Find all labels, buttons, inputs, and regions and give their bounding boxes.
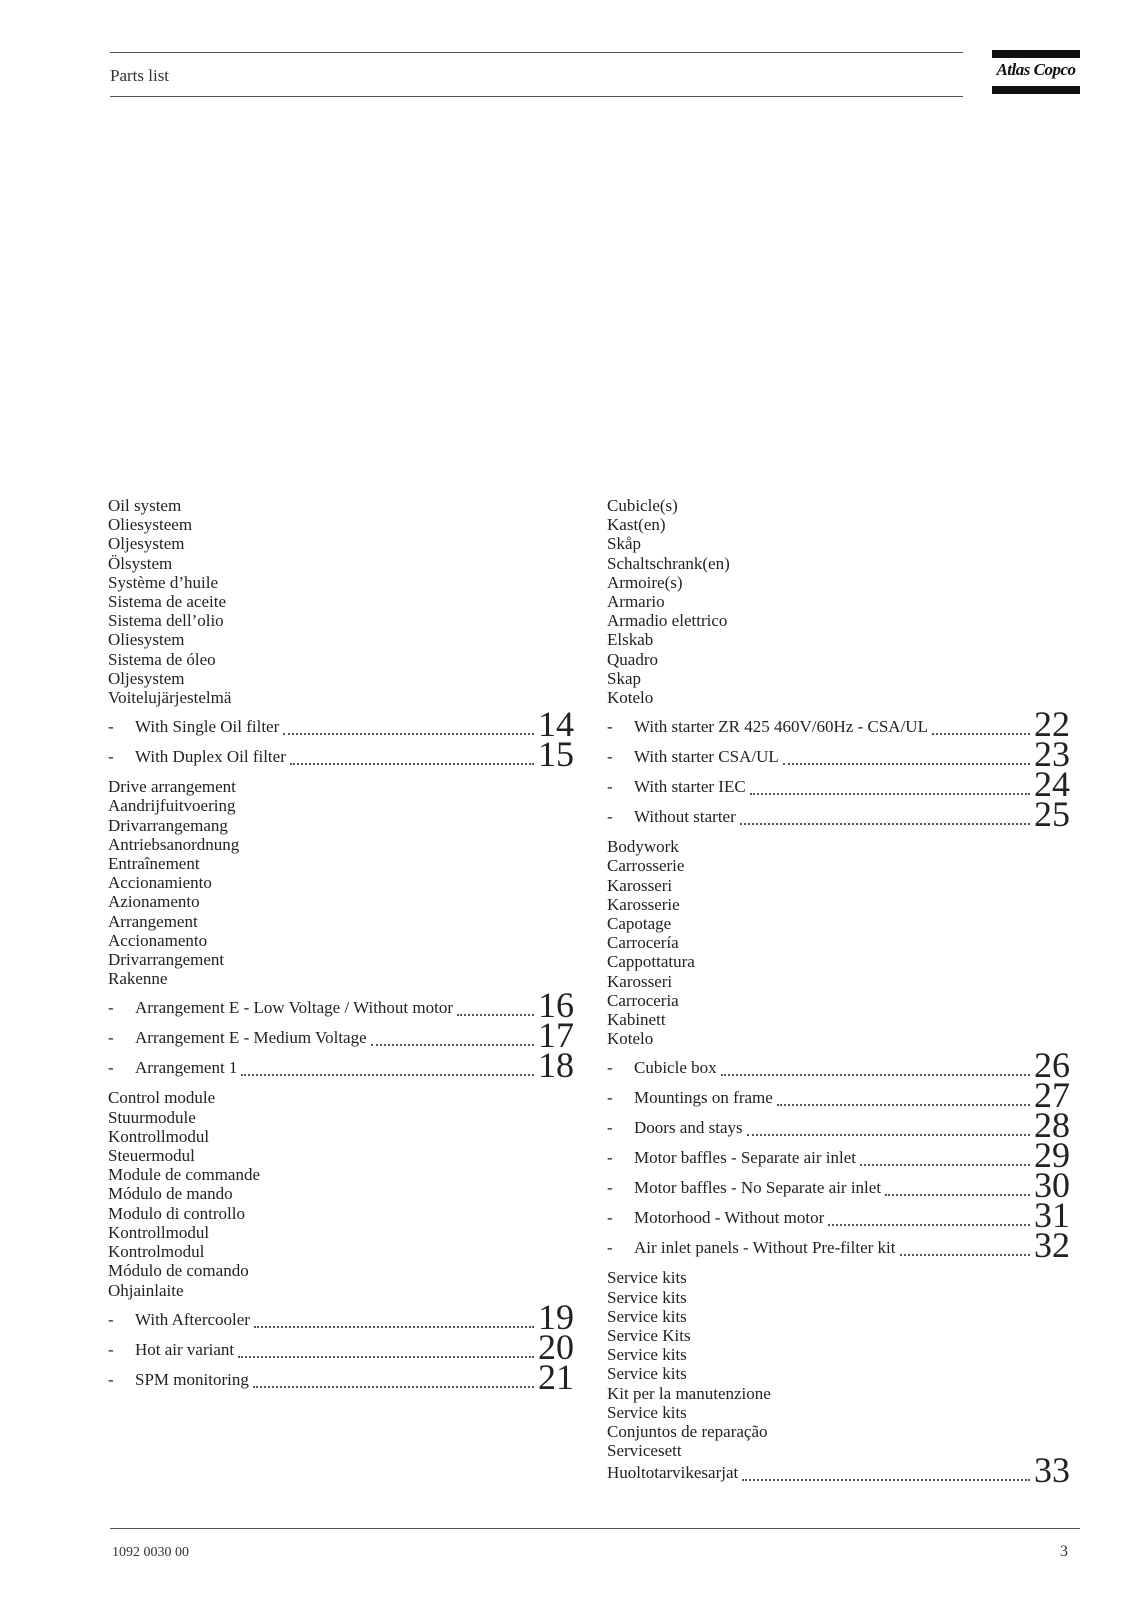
toc-entry[interactable] <box>607 1195 1072 1236</box>
section-title-translation: Service kits <box>607 1306 687 1326</box>
page-number: 3 <box>1060 1543 1068 1560</box>
entry-label: Air inlet panels - Without Pre-filter kit <box>634 1238 896 1258</box>
section-title-translation: Service kits <box>607 1345 687 1365</box>
entry-dash: - <box>607 1088 613 1108</box>
section-title-translation: Service Kits <box>607 1326 691 1346</box>
toc-entry[interactable] <box>108 704 576 745</box>
document-number: 1092 0030 00 <box>112 1545 189 1560</box>
section-title-translation: Karosserie <box>607 894 680 914</box>
section-title-translation: Oliesysteem <box>108 515 193 535</box>
section-title-translation: Stuurmodule <box>108 1107 196 1127</box>
entry-page-number: 24 <box>1034 764 1070 805</box>
entry-page-number: 28 <box>1034 1105 1070 1146</box>
toc-entry[interactable] <box>607 764 1072 805</box>
dot-leader <box>740 811 1030 825</box>
section-title-block <box>108 777 576 988</box>
section-group <box>607 837 1072 1266</box>
dot-leader <box>457 1002 534 1016</box>
toc-entry[interactable] <box>607 1105 1072 1146</box>
entry-page-number: 25 <box>1034 794 1070 835</box>
section-title-translation: Module de commande <box>108 1165 261 1185</box>
entry-label: Without starter <box>634 807 736 827</box>
entry-page-number: 15 <box>538 734 574 775</box>
section-title-translation: Oljesystem <box>108 534 185 554</box>
entry-label: Motor baffles - Separate air inlet <box>634 1148 857 1168</box>
section-title-translation: Kontrollmodul <box>108 1222 210 1242</box>
entry-dash: - <box>108 717 114 737</box>
dot-leader <box>253 1374 534 1388</box>
section-title-translation: Capotage <box>607 914 672 934</box>
entry-label: With starter CSA/UL <box>634 747 779 767</box>
dot-leader <box>885 1182 1030 1196</box>
entry-list <box>607 704 1072 835</box>
section-title-translation: Service kits <box>607 1364 687 1384</box>
entry-label: With Duplex Oil filter <box>135 747 286 767</box>
entry-page-number: 27 <box>1034 1075 1070 1116</box>
entry-list <box>108 704 576 775</box>
section-title-translation: Service kits <box>607 1268 687 1288</box>
entry-page-number: 21 <box>538 1356 574 1397</box>
section-title-translation: Service kits <box>607 1287 687 1307</box>
dot-leader <box>777 1092 1030 1106</box>
entry-dash: - <box>607 717 613 737</box>
section-title-translation: Karosseri <box>607 875 673 895</box>
entry-page-number: 17 <box>538 1015 574 1056</box>
section-title-translation: Voitelujärjestelmä <box>108 688 232 708</box>
section-title-translation: Skap <box>607 668 641 688</box>
entry-label: Arrangement E - Medium Voltage <box>135 1028 367 1048</box>
section-title-translation: Módulo de comando <box>108 1261 249 1281</box>
entry-dash: - <box>607 1148 613 1168</box>
entry-label: Huoltotarvikesarjat <box>607 1462 739 1482</box>
section-title-translation: Accionamiento <box>108 873 212 893</box>
section-group <box>108 496 576 775</box>
entry-dash: - <box>607 1178 613 1198</box>
footer-rule <box>110 1528 1080 1529</box>
dot-leader <box>747 1122 1030 1136</box>
entry-label: With starter ZR 425 460V/60Hz - CSA/UL <box>634 717 928 737</box>
right-column <box>607 496 1072 1490</box>
toc-entry[interactable] <box>108 1045 576 1086</box>
entry-page-number: 29 <box>1034 1135 1070 1176</box>
entry-dash: - <box>607 1118 613 1138</box>
entry-label: SPM monitoring <box>135 1369 249 1389</box>
section-title-translation: Service kits <box>607 1402 687 1422</box>
page-title: Parts list <box>110 66 170 85</box>
section-title-translation: Entraînement <box>108 854 200 874</box>
section-title-translation: Aandrijfuitvoering <box>108 796 236 816</box>
section-title-translation: Servicesett <box>607 1441 682 1461</box>
entry-label: Doors and stays <box>634 1118 743 1138</box>
entry-list <box>108 1296 576 1397</box>
dot-leader <box>860 1152 1030 1166</box>
toc-entry[interactable] <box>108 734 576 775</box>
section-title-translation: Rakenne <box>108 969 168 989</box>
dot-leader <box>750 781 1030 795</box>
dot-leader <box>290 751 534 765</box>
toc-entry[interactable] <box>607 1135 1072 1176</box>
entry-dash: - <box>108 1028 114 1048</box>
entry-list <box>607 1045 1072 1266</box>
section-title-translation: Kast(en) <box>607 515 666 535</box>
section-title-translation: Karosseri <box>607 971 673 991</box>
section-title-translation: Accionamento <box>108 930 208 950</box>
entry-page-number: 14 <box>538 704 574 745</box>
entry-list <box>108 985 576 1086</box>
entry-page-number: 19 <box>538 1296 574 1337</box>
entry-dash: - <box>607 747 613 767</box>
section-title-translation: Ohjainlaite <box>108 1280 184 1300</box>
section-title-translation: Armoire(s) <box>607 572 683 592</box>
entry-label: With Aftercooler <box>135 1309 250 1329</box>
dot-leader <box>900 1242 1031 1256</box>
logo-bar-bottom <box>992 86 1080 94</box>
section-title-translation: Control module <box>108 1088 216 1108</box>
section-title-translation: Carroceria <box>607 990 679 1010</box>
section-title-translation: Kotelo <box>607 688 654 708</box>
section-title-translation: Bodywork <box>607 837 679 857</box>
section-title-block <box>108 496 576 707</box>
entry-label: Motorhood - Without motor <box>634 1208 825 1228</box>
entry-dash: - <box>108 747 114 767</box>
section-group <box>108 777 576 1086</box>
section-title-translation: Elskab <box>607 630 654 650</box>
entry-dash: - <box>607 777 613 797</box>
section-title-translation: Ölsystem <box>108 553 173 573</box>
entry-page-number: 32 <box>1034 1225 1070 1266</box>
entry-label: Arrangement E - Low Voltage / Without motor <box>135 998 454 1018</box>
dot-leader <box>828 1212 1030 1226</box>
section-group <box>607 1268 1072 1490</box>
header-rule-bottom <box>110 96 963 97</box>
section-title-translation: Drivarrangement <box>108 950 225 970</box>
header-rule-top <box>110 52 963 53</box>
section-title-translation: Steuermodul <box>108 1146 195 1166</box>
toc-entry[interactable] <box>108 1296 576 1337</box>
section-title-translation: Armario <box>607 592 665 612</box>
entry-page-number: 22 <box>1034 704 1070 745</box>
atlas-copco-logo <box>992 50 1080 94</box>
section-title-translation: Système d’huile <box>108 572 219 592</box>
dot-leader <box>783 751 1030 765</box>
section-title-translation: Carrosserie <box>607 856 685 876</box>
entry-dash: - <box>607 1058 613 1078</box>
section-title-translation: Oil system <box>108 496 182 515</box>
toc-entry[interactable] <box>607 1225 1072 1266</box>
toc-entry[interactable] <box>108 1015 576 1056</box>
entry-page-number: 20 <box>538 1326 574 1367</box>
section-title-translation: Armadio elettrico <box>607 611 728 631</box>
section-title-block <box>108 1088 576 1299</box>
toc-entry[interactable] <box>607 1045 1072 1086</box>
dot-leader <box>742 1467 1030 1481</box>
dot-leader <box>721 1062 1030 1076</box>
entry-dash: - <box>607 807 613 827</box>
entry-page-number: 33 <box>1034 1449 1070 1490</box>
section-group <box>607 496 1072 835</box>
entry-page-number: 30 <box>1034 1165 1070 1206</box>
section-title-translation: Sistema dell’olio <box>108 611 224 631</box>
section-title-translation: Kontrollmodul <box>108 1126 210 1146</box>
section-title-translation: Oliesystem <box>108 630 185 650</box>
section-title-translation: Kit per la manutenzione <box>607 1383 771 1403</box>
section-title-translation: Cappottatura <box>607 952 695 972</box>
section-title-translation: Drive arrangement <box>108 777 236 797</box>
dot-leader <box>371 1032 534 1046</box>
section-title-translation: Cubicle(s) <box>607 496 678 515</box>
section-title-translation: Drivarrangemang <box>108 815 228 835</box>
entry-label: Arrangement 1 <box>135 1058 238 1078</box>
toc-entry[interactable] <box>108 985 576 1026</box>
entry-dash: - <box>108 1339 114 1359</box>
toc-entry[interactable] <box>607 704 1072 745</box>
toc-entry[interactable] <box>607 734 1072 775</box>
section-title-translation: Conjuntos de reparação <box>607 1422 768 1442</box>
dot-leader <box>932 721 1030 735</box>
section-title-translation: Kabinett <box>607 1010 666 1030</box>
section-title-translation: Oljesystem <box>108 668 185 688</box>
logo-text: Atlas Copco <box>996 60 1076 79</box>
section-title-translation: Skåp <box>607 534 641 554</box>
section-title-translation: Arrangement <box>108 911 198 931</box>
section-title-translation: Carrocería <box>607 933 679 953</box>
entry-page-number: 26 <box>1034 1045 1070 1086</box>
section-title-translation: Sistema de óleo <box>108 649 216 669</box>
toc-entry[interactable] <box>607 1165 1072 1206</box>
dot-leader <box>283 721 534 735</box>
entry-label: Mountings on frame <box>634 1088 773 1108</box>
entry-dash: - <box>607 1238 613 1258</box>
section-title-translation: Módulo de mando <box>108 1184 233 1204</box>
toc-entry[interactable] <box>607 1075 1072 1116</box>
section-title-translation: Azionamento <box>108 892 200 912</box>
section-title-translation: Kontrolmodul <box>108 1242 205 1262</box>
section-title-translation: Sistema de aceite <box>108 592 227 612</box>
section-title-translation: Schaltschrank(en) <box>607 553 730 573</box>
entry-dash: - <box>108 1309 114 1329</box>
entry-label: With starter IEC <box>634 777 746 797</box>
entry-page-number: 23 <box>1034 734 1070 775</box>
section-title-block <box>607 496 1072 707</box>
dot-leader <box>241 1062 534 1076</box>
entry-dash: - <box>607 1208 613 1228</box>
dot-leader <box>238 1344 534 1358</box>
logo-bar-top <box>992 50 1080 58</box>
section-title-translation: Antriebsanordnung <box>108 834 240 854</box>
entry-label: With Single Oil filter <box>135 717 280 737</box>
section-title-block <box>607 837 1072 1048</box>
entry-label: Hot air variant <box>135 1339 235 1359</box>
section-title-translation: Quadro <box>607 649 658 669</box>
section-title-block <box>607 1268 1072 1460</box>
entry-page-number: 31 <box>1034 1195 1070 1236</box>
section-title-translation: Modulo di controllo <box>108 1203 245 1223</box>
toc-entry[interactable] <box>108 1326 576 1367</box>
entry-dash: - <box>108 1058 114 1078</box>
entry-dash: - <box>108 998 114 1018</box>
entry-label: Motor baffles - No Separate air inlet <box>634 1178 882 1198</box>
left-column <box>108 496 576 1400</box>
entry-dash: - <box>108 1369 114 1389</box>
entry-label: Cubicle box <box>634 1058 717 1078</box>
toc-entry[interactable] <box>108 1356 576 1397</box>
entry-page-number: 18 <box>538 1045 574 1086</box>
toc-entry[interactable] <box>607 794 1072 835</box>
section-title-translation: Kotelo <box>607 1029 654 1049</box>
dot-leader <box>254 1314 534 1328</box>
entry-page-number: 16 <box>538 985 574 1026</box>
section-group <box>108 1088 576 1397</box>
